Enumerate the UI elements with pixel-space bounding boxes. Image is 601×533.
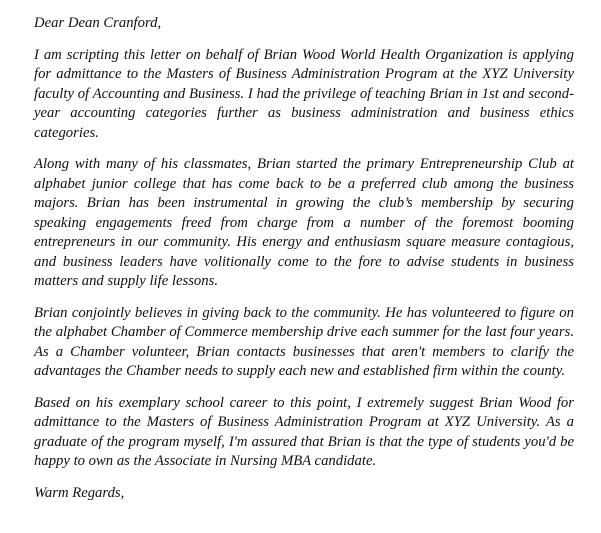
paragraph-entrepreneurship-club: Along with many of his classmates, Brian started the primary Entrepreneurship Club at alphabet junior college that has come back to be a preferred club among the business majors. Brian has been instrumental in growing the club’s membership by securing speaking engagements freed from charge from a number of the foremost booming entrepreneurs in our community. His energy and enthusiasm square measure contagious, and business leaders have volitionally come to the fore to advise students in business matters and supply life lessons. bbox=[34, 156, 574, 289]
paragraph-intro: I am scripting this letter on behalf of Brian Wood World Health Organization is applying for admittance to the Masters of Business Administration Program at the XYZ University faculty of Accounting and Business. I had the privilege of teaching Brian in 1st and second-year accounting categories further as business administration and business ethics categories. bbox=[34, 46, 574, 141]
letter-body bbox=[34, 14, 574, 503]
salutation: Dear Dean Cranford, bbox=[34, 15, 162, 31]
closing: Warm Regards, bbox=[34, 484, 125, 501]
paragraph-community: Brian conjointly believes in giving back to the community. He has volunteered to figure on the alphabet Chamber of Commerce membership drive each summer for the last four years. As a Chamber volunteer, Brian contacts businesses that aren't members to clarify the advantages the Chamber needs to supply each new and established firm within the county. bbox=[34, 304, 574, 379]
paragraph-recommendation: Based on his exemplary school career to this point, I extremely suggest Brian Wood for admittance to the Masters of Business Administration Program at XYZ University. As a graduate of the program myself, I'm assured that Brian is that the type of students you'd be happy to own as the Associate in Nursing MBA candidate. bbox=[34, 394, 574, 469]
